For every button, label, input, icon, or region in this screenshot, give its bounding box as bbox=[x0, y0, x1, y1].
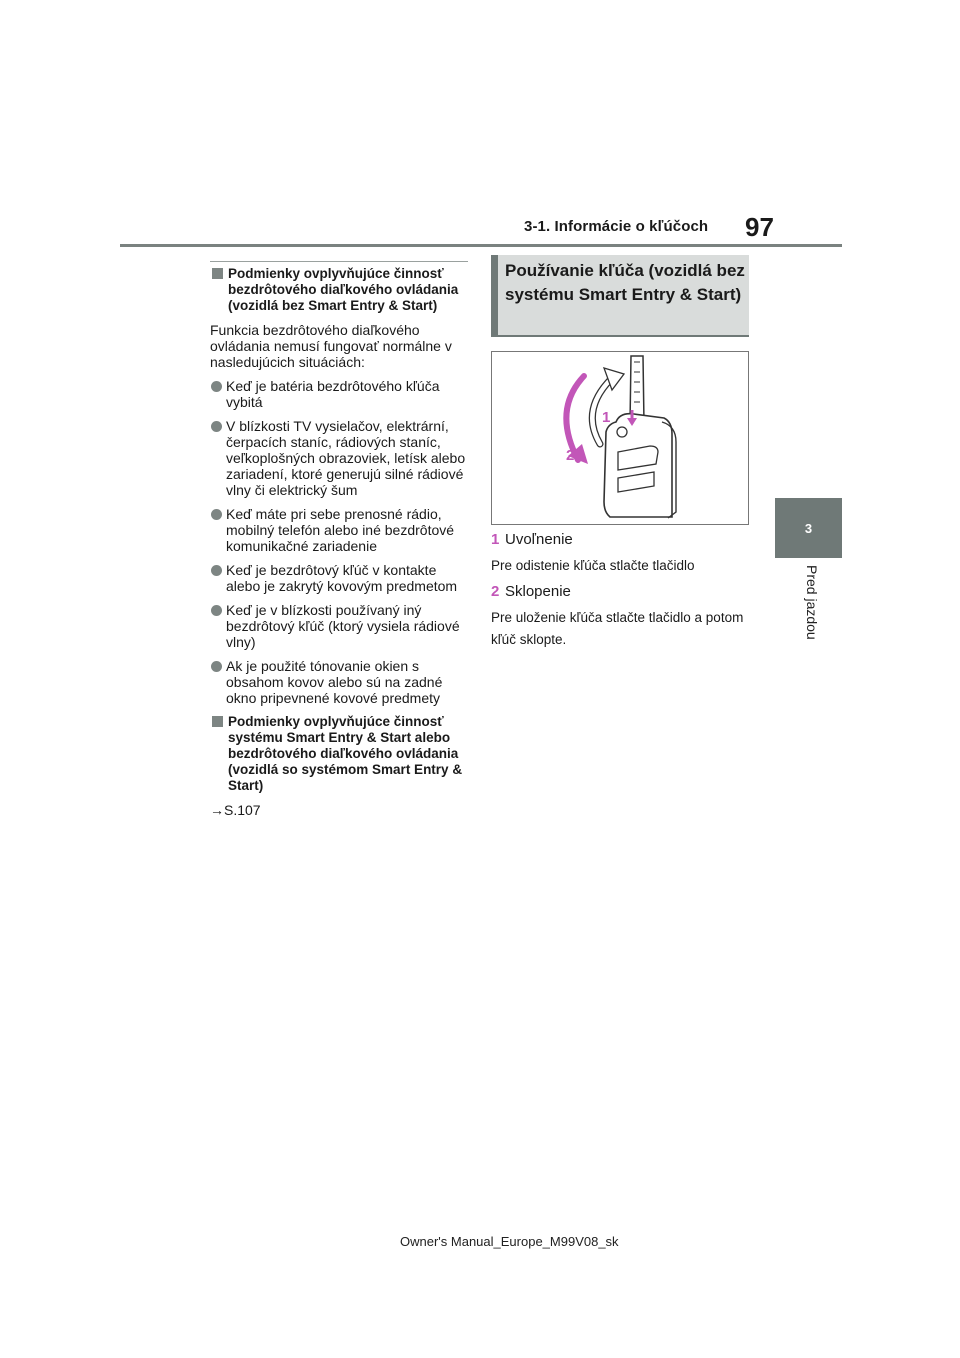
left-column bbox=[210, 258, 468, 818]
square-bullet-icon bbox=[212, 268, 223, 279]
list-item-text: Keď je bezdrôtový kľúč v kontakte alebo je zakrytý kovovým predmetom bbox=[226, 562, 458, 594]
footer-text: Owner's Manual_Europe_M99V08_sk bbox=[400, 1234, 619, 1249]
section-heading-1-text: Podmienky ovplyvňujúce činnosť bezdrôtového diaľkového ovládania (vozidlá bez Smart Entry & Start) bbox=[228, 266, 459, 313]
circle-bullet-icon bbox=[211, 605, 222, 616]
circle-bullet-icon bbox=[211, 509, 222, 520]
list-item-text: Keď máte pri sebe prenosné rádio, mobilný telefón alebo iné bezdrôtové komunikačné zariadenie bbox=[226, 506, 455, 554]
list-item-text: Keď je v blízkosti používaný iný bezdrôtový kľúč (ktorý vysiela rádiové vlny) bbox=[226, 602, 460, 650]
list-item-text: V blízkosti TV vysielačov, elektrární, čerpacích staníc, rádiových staníc, veľkoplošných obrazoviek, letísk alebo zariadení, ktoré generujú silné rádiové vlny či elektrický šum bbox=[226, 418, 466, 498]
folding-key-icon bbox=[492, 352, 748, 524]
list-item bbox=[210, 562, 468, 594]
list-item-text: Ak je použité tónovanie okien s obsahom kovov alebo sú na zadné okno pripevnené kovové predmety bbox=[226, 658, 443, 706]
chapter-tab bbox=[775, 498, 842, 558]
key-illustration bbox=[491, 351, 749, 525]
right-column bbox=[491, 255, 749, 651]
list-item bbox=[210, 658, 468, 706]
step-number: 2 bbox=[491, 583, 500, 600]
section-heading-2-text: Podmienky ovplyvňujúce činnosť systému Smart Entry & Start alebo bezdrôtového diaľkového ovládania (vozidlá so systémom Smart Entry & Start) bbox=[228, 714, 463, 793]
step-2 bbox=[491, 583, 749, 600]
circle-bullet-icon bbox=[211, 661, 222, 672]
step-1 bbox=[491, 531, 749, 548]
illustration-label-1: 1 bbox=[602, 409, 611, 426]
section-heading-2 bbox=[210, 714, 468, 794]
chapter-label: Pred jazdou bbox=[804, 565, 820, 640]
page-number: 97 bbox=[745, 212, 774, 242]
list-item bbox=[210, 378, 468, 410]
square-bullet-icon bbox=[212, 716, 223, 727]
step-number: 1 bbox=[491, 531, 500, 548]
step-2-description: Pre uloženie kľúča stlačte tlačidlo a potom kľúč sklopte. bbox=[491, 610, 744, 647]
step-title: Uvoľnenie bbox=[505, 531, 573, 548]
step-title: Sklopenie bbox=[505, 583, 571, 600]
header-rule bbox=[120, 244, 842, 247]
section-title: Používanie kľúča (vozidlá bez systému Smart Entry & Start) bbox=[505, 261, 745, 304]
list-item bbox=[210, 418, 468, 498]
list-item bbox=[210, 506, 468, 554]
circle-bullet-icon bbox=[211, 381, 222, 392]
header-title: 3-1. Informácie o kľúčoch bbox=[524, 218, 709, 235]
list-item-text: Keď je batéria bezdrôtového kľúča vybitá bbox=[226, 378, 440, 410]
section-title-box bbox=[491, 255, 749, 337]
chapter-tab-number: 3 bbox=[804, 520, 813, 536]
section-heading-1 bbox=[210, 266, 468, 314]
illustration-label-2: 2 bbox=[566, 447, 575, 464]
list-item bbox=[210, 602, 468, 650]
step-1-description: Pre odistenie kľúča stlačte tlačidlo bbox=[491, 558, 695, 573]
circle-bullet-icon bbox=[211, 565, 222, 576]
page-reference-link[interactable]: →S.107 bbox=[210, 802, 261, 818]
circle-bullet-icon bbox=[211, 421, 222, 432]
section-1-intro: Funkcia bezdrôtového diaľkového ovládania nemusí fungovať normálne v nasledujúcich situáciách: bbox=[210, 322, 452, 370]
